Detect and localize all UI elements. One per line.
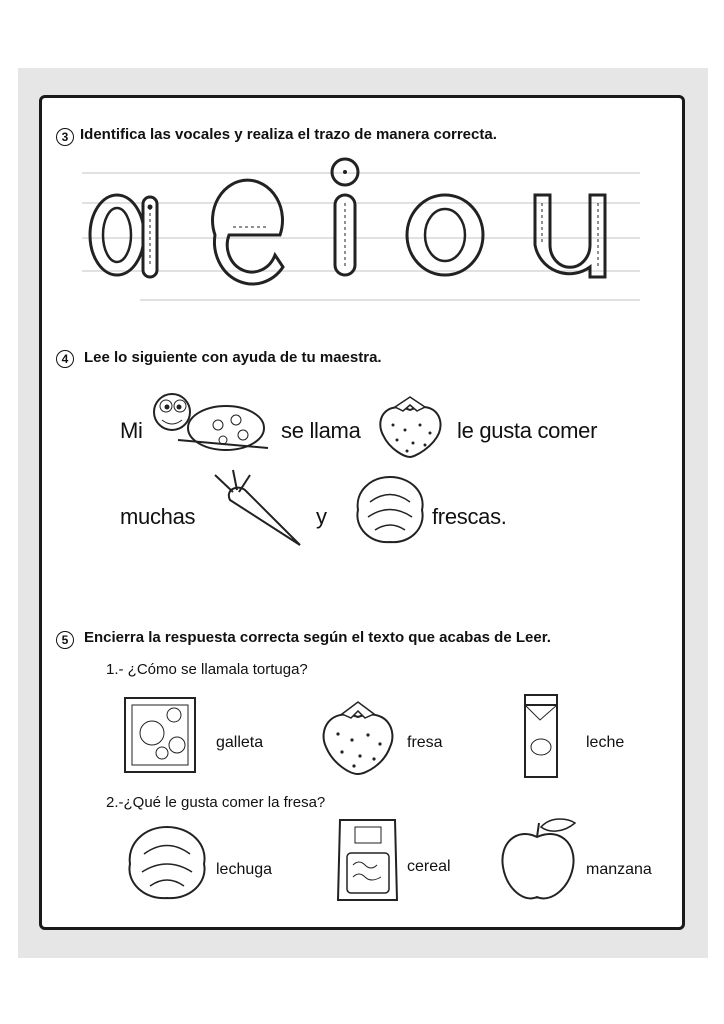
lettuce-option-icon — [122, 822, 212, 902]
story-words-le-gusta-comer: le gusta comer — [457, 418, 598, 443]
strawberry-option-icon — [318, 702, 398, 777]
carrot-icon — [205, 470, 305, 550]
option-fresa[interactable]: fresa — [407, 734, 443, 751]
milk-carton-icon — [520, 692, 570, 782]
option-cereal[interactable]: cereal — [407, 858, 451, 875]
turtle-icon — [148, 390, 278, 460]
section-4-number: 4 — [56, 350, 74, 368]
story-word-mi: Mi — [120, 418, 143, 443]
strawberry-icon — [375, 395, 445, 460]
lettuce-icon — [350, 472, 430, 547]
apple-icon — [497, 815, 587, 905]
section-4-title: Lee lo siguiente con ayuda de tu maestra. — [84, 349, 382, 366]
story-word-muchas: muchas — [120, 504, 196, 529]
vowel-e-tracing — [205, 185, 295, 285]
question-2: 2.-¿Qué le gusta comer la fresa? — [106, 794, 326, 811]
section-5-number: 5 — [56, 631, 74, 649]
option-galleta[interactable]: galleta — [216, 734, 264, 751]
vowel-a-tracing — [85, 185, 155, 285]
cereal-box-icon — [335, 815, 405, 905]
section-3-number: 3 — [56, 128, 74, 146]
story-word-y: y — [316, 504, 327, 529]
section-5-title: Encierra la respuesta correcta según el texto que acabas de Leer. — [84, 629, 551, 646]
section-3-title: Identifica las vocales y realiza el trazo de manera correcta. — [80, 126, 497, 143]
cookie-box-icon — [122, 695, 202, 775]
vowel-o-tracing — [400, 185, 490, 285]
option-manzana[interactable]: manzana — [586, 861, 652, 878]
option-lechuga[interactable]: lechuga — [216, 861, 273, 878]
vowel-u-tracing — [530, 185, 610, 285]
vowel-i-tracing — [330, 155, 370, 285]
story-word-frescas: frescas. — [432, 504, 507, 529]
option-leche[interactable]: leche — [586, 734, 625, 751]
question-1: 1.- ¿Cómo se llamala tortuga? — [106, 661, 308, 678]
story-words-se-llama: se llama — [281, 418, 361, 443]
